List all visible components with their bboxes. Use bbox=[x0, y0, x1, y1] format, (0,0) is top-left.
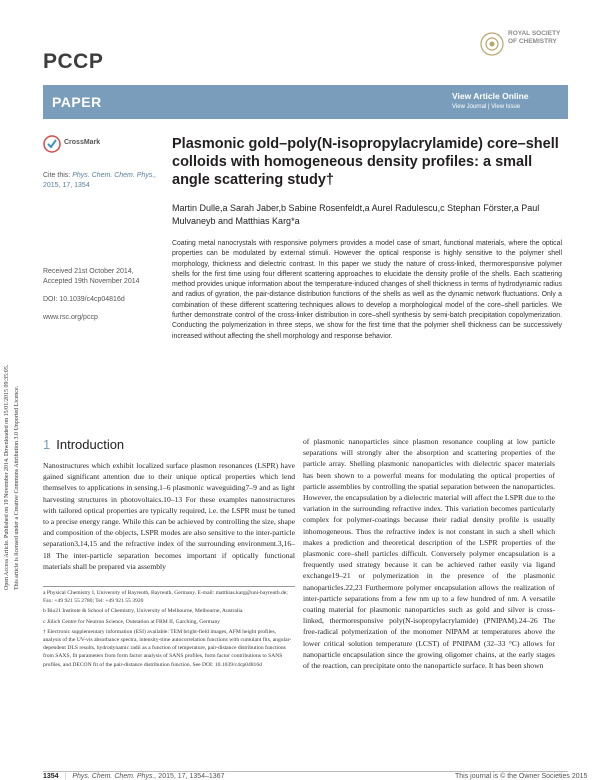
accepted-date: Accepted 19th November 2014 bbox=[43, 278, 140, 285]
esi-note: † Electronic supplementary information (ESI) available: TEM bright-field images, AFM height profiles, analysis of the UV-vis absorbance spectra, intensity-time autocorrelation functions with cumulant fits, angular-dependent DLS results, hydrodynamic radii as a function of temperature, pair-distance distribution functions from SAXS, fit parameters from form factor analysis of SANS profiles, form factor contributions to SANS profiles, and DECON fit of the pair-distance distribution function. See DOI: 10.1039/c4cp04816d bbox=[43, 628, 292, 668]
affiliations bbox=[43, 589, 295, 669]
footer-volume-pages: 2015, 17, 1354–1367 bbox=[158, 773, 225, 780]
body-column-right: of plasmonic nanoparticles since plasmon resonance coupling at low particle separations will strongly alter the absorption and scattering properties of the particle array. Shelling plasmonic nanoparticles with dielectric spacer materials has been shown to a powerful means for modulating the optical properties of particle assemblies by controlling the spatial separation between the nanoparticles. However, the encapsulation by a dielectric material will affect the LSPR due to the variation in the surrounding refractive index. This variation becomes particularly complex for polymer-coatings because their radial density profile is usually inhomogeneous. Thus the refractive index is not constant in such a shell which makes a prediction and theoretical description of the LSPR properties of the plasmonic core–shell particles difficult. Conversely polymer encapsulation is a frequently used strategy because it can be achieved rather easily via ligand exchange19–21 or polymerization in the presence of the plasmonic nanoparticles.22,23 Furthermore polymer encapsulation allows the realization of inter-particle separations from a few nm up to a few hundred of nm. A versatile coating material for plasmonic nanoparticles such as gold and silver is cross-linked, thermoresponsive poly(N-isopropylacrylamide) (PNIPAM).24–26 The free-radical polymerization of the monomer NIPAM at temperatures above the lower critical solution temperature (LCST) of PNIPAM (32–33 °C) allows for nanoparticle encapsulation since the growing oligomer chains, at the early stages of the reaction, can precipitate onto the nanoparticle surface. It has been shown bbox=[303, 437, 555, 671]
crossmark-badge[interactable] bbox=[43, 135, 107, 153]
section-heading bbox=[43, 437, 124, 452]
section-title: Introduction bbox=[56, 437, 125, 452]
crossmark-label: CrossMark bbox=[64, 139, 101, 146]
open-access-note: Open Access Article. Published on 19 November 2014. Downloaded on 15/01/2015 09:35:05. bbox=[4, 364, 10, 590]
publisher-logo-line: OF CHEMISTRY bbox=[508, 38, 557, 45]
received-date: Received 21st October 2014, bbox=[43, 268, 134, 275]
view-journal-issue-links[interactable]: View Journal | View Issue bbox=[452, 104, 521, 110]
footer-journal: Phys. Chem. Chem. Phys., bbox=[72, 773, 157, 780]
article-title: Plasmonic gold–poly(N-isopropylacrylamide) core–shell colloids with homogeneous density profiles: a small angle scattering study† bbox=[172, 136, 559, 188]
author-list: Martin Dulle,a Sarah Jaber,b Sabine Rosenfeldt,a Aurel Radulescu,c Stephan Förster,a Paul Mulvaneyb and Matthias Karg*a bbox=[172, 203, 540, 226]
abstract: Coating metal nanocrystals with responsive polymers provides a model case of smart, functional materials, where the optical properties can be modulated by external stimuli. However the optical response is highly sensitive to the polymer shell morphology, thickness and dielectric contrast. In this paper we study the nature of cross-linked, thermoresponsive polymer shells for the first time using four different scattering approaches to elucidate the density profile of the shells. Each scattering method provides unique information about the temperature-induced changes of shell thickness in terms of hydrodynamic radius and radius of gyration, the pair-distance distribution functions of the shells as well as the dynamic network fluctuations. Only a combination of these different scattering techniques allows to develop a morphological model of the core–shell particles. We further demonstrate control of the cross-linker distribution in core–shell synthesis by semi-batch precipitation copolymerization. Conducting the polymerization in three steps, we show for the first time that the polymer shell thickness can be successively increased without affecting the shell morphology and response behavior. bbox=[172, 240, 562, 340]
view-article-online-link[interactable]: View Article Online bbox=[452, 91, 529, 101]
page-number: 1354 bbox=[43, 773, 59, 780]
cite-journal: Phys. Chem. Chem. Phys., bbox=[72, 172, 157, 179]
licence-note: This article is licensed under a Creative Commons Attribution 3.0 Unported Licence. bbox=[14, 385, 20, 590]
cite-label: Cite this: bbox=[43, 172, 71, 179]
body-column-left: Nanostructures which exhibit localized surface plasmon resonances (LSPR) have gained significant attention due to their unique optical properties which lend themselves to applications in sensing,1–6 plasmonic waveguiding7–9 and as light harvesting structures in photovoltaics.10–13 For these examples nanostructures with tailored optical properties are typically required, i.e. the LSPR must be tuned to a precise energy range. While this can be achieved by controlling the size, shape and composition of the objects, LSPR modes are also sensitive to the inter-particle separation3,14,15 and the refractive index of the surrounding environment.3,16–18 The inter-particle separation becomes important if optically functional materials shall be prepared via assembly bbox=[43, 461, 295, 571]
affiliation: b Bio21 Institute & School of Chemistry, University of Melbourne, Melbourne, Australia bbox=[43, 608, 243, 615]
footer-copyright: This journal is © the Owner Societies 2015 bbox=[455, 773, 588, 780]
affiliation: a Physical Chemistry I, University of Bayreuth, Bayreuth, Germany. E-mail: matthias.karg@uni-bayreuth.de; Fax: +49 921 55 2780; Tel: +49 921 55 3920 bbox=[43, 590, 288, 605]
journal-website-link[interactable]: www.rsc.org/pccp bbox=[43, 314, 98, 321]
footer-rule bbox=[43, 771, 568, 772]
cite-volume: 2015, 17, 1354 bbox=[43, 182, 90, 189]
footnote-divider bbox=[43, 586, 295, 587]
affiliation: c Jülich Centre for Neutron Science, Outstation at FRM II, Garching, Germany bbox=[43, 618, 221, 625]
publisher-logo-text bbox=[508, 30, 560, 46]
publisher-logo-line: ROYAL SOCIETY bbox=[508, 30, 561, 37]
crossmark-icon bbox=[43, 135, 61, 153]
article-type-label: PAPER bbox=[52, 94, 102, 110]
section-number: 1 bbox=[43, 437, 51, 452]
journal-name: PCCP bbox=[43, 50, 104, 73]
article-history bbox=[43, 267, 168, 323]
footer-citation: 1354 | Phys. Chem. Chem. Phys., 2015, 17, 1354–1367 bbox=[43, 773, 225, 780]
doi[interactable]: DOI: 10.1039/c4cp04816d bbox=[43, 296, 125, 303]
citation bbox=[43, 171, 163, 191]
